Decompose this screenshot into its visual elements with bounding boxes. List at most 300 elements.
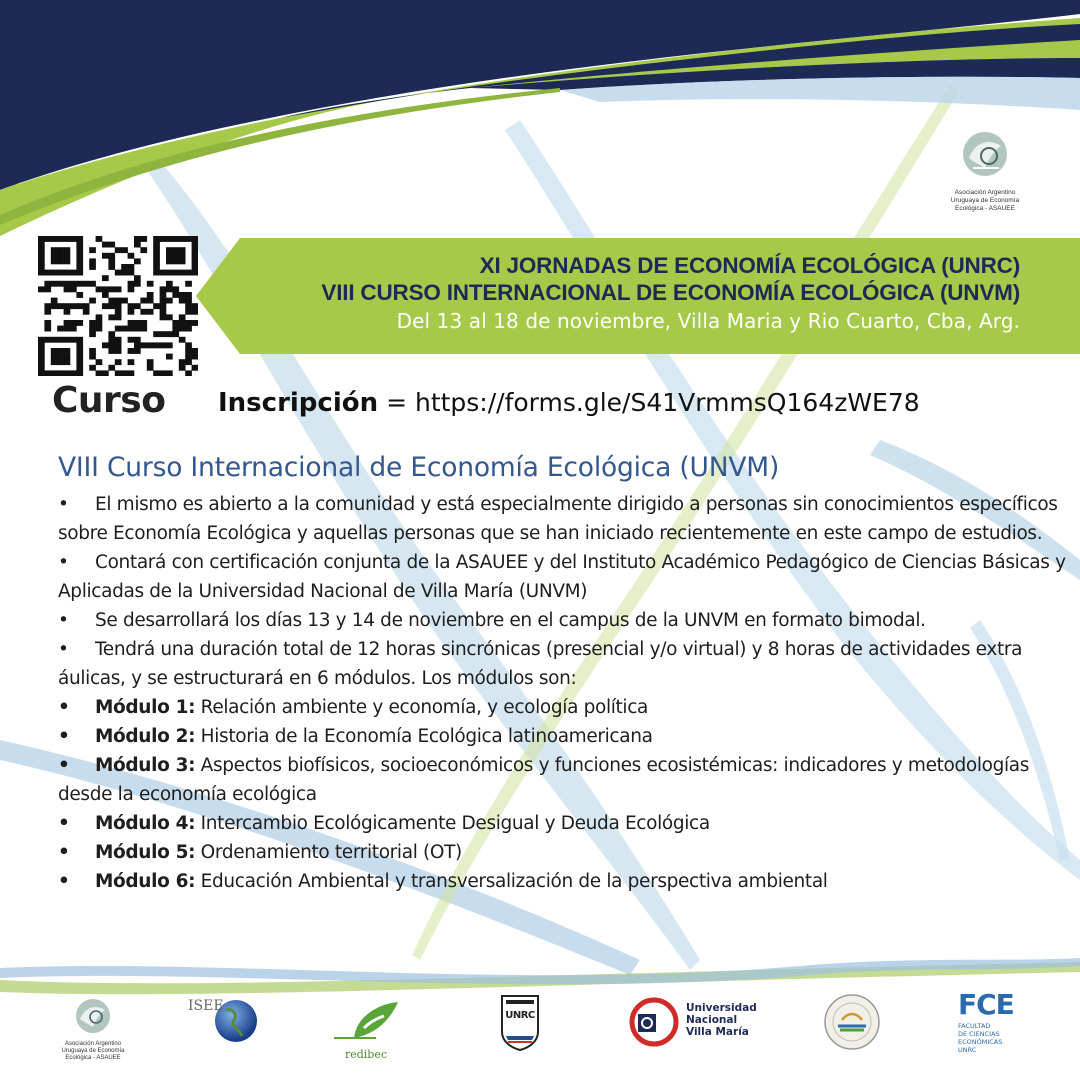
qr-module xyxy=(89,281,96,287)
qr-module xyxy=(179,365,186,371)
curso-label: Curso xyxy=(52,380,166,421)
qr-module xyxy=(134,326,141,332)
qr-module xyxy=(172,286,179,292)
qr-module xyxy=(70,370,77,376)
footer-logo-fce xyxy=(958,990,1034,1054)
qr-module xyxy=(76,253,83,259)
qr-module xyxy=(51,270,58,276)
qr-module xyxy=(51,370,58,376)
qr-module xyxy=(121,326,128,332)
qr-module xyxy=(57,337,64,343)
qr-module xyxy=(179,247,186,253)
module-label: Módulo 2: xyxy=(95,726,196,747)
unrc-shield-icon xyxy=(498,992,542,1054)
qr-module xyxy=(185,342,192,348)
qr-module xyxy=(153,264,160,270)
qr-module xyxy=(172,247,179,253)
qr-module xyxy=(64,236,71,242)
module-item xyxy=(58,809,1068,838)
qr-module xyxy=(76,247,83,253)
qr-module xyxy=(76,242,83,248)
qr-module xyxy=(51,281,58,287)
qr-module xyxy=(38,354,45,360)
qr-module xyxy=(51,258,58,264)
qr-module xyxy=(44,303,51,309)
qr-module xyxy=(160,292,167,298)
qr-module xyxy=(96,320,103,326)
module-label: Módulo 1: xyxy=(95,697,196,718)
qr-module xyxy=(185,303,192,309)
qr-module xyxy=(185,236,192,242)
module-text: Educación Ambiental y transversalización de la perspectiva ambiental xyxy=(195,871,828,892)
qr-module xyxy=(102,303,109,309)
module-label: Módulo 3: xyxy=(95,755,196,776)
module-text: Relación ambiente y economía, y ecología política xyxy=(195,697,649,718)
qr-module xyxy=(96,370,103,376)
qr-module xyxy=(166,286,173,292)
qr-module xyxy=(38,242,45,248)
qr-module xyxy=(89,258,96,264)
qr-module xyxy=(64,253,71,259)
qr-module xyxy=(140,342,147,348)
qr-module xyxy=(153,342,160,348)
bullet: • xyxy=(58,552,69,573)
fce-sub-line: DE CIENCIAS xyxy=(958,1030,1000,1038)
qr-module xyxy=(38,359,45,365)
course-subtitle: VIII Curso Internacional de Economía Ecológica (UNVM) xyxy=(58,452,780,483)
qr-module xyxy=(57,247,64,253)
qr-module xyxy=(147,309,154,315)
qr-module xyxy=(115,370,122,376)
qr-module xyxy=(76,354,83,360)
qr-module xyxy=(44,281,51,287)
qr-module xyxy=(115,359,122,365)
module-item xyxy=(58,838,1068,867)
qr-module xyxy=(108,365,115,371)
qr-module xyxy=(134,342,141,348)
institutional-seal-icon xyxy=(822,992,882,1052)
qr-module xyxy=(128,253,135,259)
bullet: • xyxy=(58,842,70,863)
fce-sub-line: ECONÓMICAS xyxy=(958,1038,1003,1046)
qr-module xyxy=(64,337,71,343)
qr-module xyxy=(172,320,179,326)
bullet: • xyxy=(58,610,69,631)
qr-module xyxy=(140,320,147,326)
qr-module xyxy=(179,253,186,259)
fce-text: FCE xyxy=(958,988,1014,1021)
qr-module xyxy=(96,359,103,365)
qr-module xyxy=(134,242,141,248)
qr-module xyxy=(57,359,64,365)
qr-module xyxy=(115,247,122,253)
qr-module xyxy=(76,359,83,365)
qr-module xyxy=(160,286,167,292)
qr-module xyxy=(115,314,122,320)
module-text: Historia de la Economía Ecológica latinoamericana xyxy=(195,726,653,747)
qr-module xyxy=(51,303,58,309)
qr-module xyxy=(179,359,186,365)
qr-module xyxy=(51,298,58,304)
qr-module xyxy=(140,326,147,332)
qr-module xyxy=(153,370,160,376)
qr-module xyxy=(192,365,198,371)
qr-module xyxy=(172,270,179,276)
qr-module xyxy=(38,253,45,259)
bullet: • xyxy=(58,494,69,515)
qr-module xyxy=(70,286,77,292)
qr-module xyxy=(51,354,58,360)
qr-module xyxy=(83,309,90,315)
qr-module xyxy=(76,236,83,242)
qr-module xyxy=(172,292,179,298)
course-description xyxy=(58,450,1068,896)
qr-module xyxy=(166,236,173,242)
module-text: Intercambio Ecológicamente Desigual y Deuda Ecológica xyxy=(195,813,710,834)
qr-module xyxy=(179,236,186,242)
qr-module xyxy=(160,370,167,376)
qr-module xyxy=(108,342,115,348)
qr-module xyxy=(38,247,45,253)
qr-module xyxy=(108,314,115,320)
qr-module xyxy=(166,281,173,287)
unvm-line2: Nacional xyxy=(686,1014,738,1026)
module-item xyxy=(58,751,1068,809)
module-text: Aspectos biofísicos, socioeconómicos y funciones ecosistémicas: indicadores y metodologías desde la economía ecológica xyxy=(58,755,1030,805)
qr-module xyxy=(89,247,96,253)
qr-module xyxy=(64,359,71,365)
isee-text: ISEE xyxy=(188,998,224,1014)
qr-module xyxy=(147,292,154,298)
qr-module xyxy=(70,326,77,332)
banner-title-curso: VIII CURSO INTERNACIONAL DE ECONOMÍA ECOLÓGICA (UNVM) xyxy=(321,280,1020,305)
qr-module xyxy=(179,337,186,343)
qr-module xyxy=(89,320,96,326)
paragraph-text: Contará con certificación conjunta de la ASAUEE y del Instituto Académico Pedagógico de Ciencias Básicas y Aplicadas de la Universidad Nacional de Villa María (UNVM) xyxy=(58,552,1066,602)
qr-module xyxy=(57,258,64,264)
asauee-emblem-icon xyxy=(73,996,113,1036)
qr-module xyxy=(147,298,154,304)
qr-module xyxy=(115,286,122,292)
qr-module xyxy=(153,247,160,253)
qr-module xyxy=(147,365,154,371)
qr-module xyxy=(64,326,71,332)
registration-separator: = xyxy=(378,388,415,417)
qr-module xyxy=(64,281,71,287)
qr-module xyxy=(115,342,122,348)
fce-sub-line: FACULTAD xyxy=(958,1022,991,1030)
qr-module xyxy=(134,236,141,242)
qr-module xyxy=(108,331,115,337)
bullet: • xyxy=(58,813,70,834)
qr-code[interactable] xyxy=(38,236,198,376)
qr-module xyxy=(83,303,90,309)
fce-sub-line: UNRC xyxy=(958,1046,977,1054)
qr-module xyxy=(160,270,167,276)
qr-module xyxy=(185,292,192,298)
qr-module xyxy=(153,253,160,259)
unvm-line3: Villa María xyxy=(686,1026,749,1038)
qr-module xyxy=(108,337,115,343)
module-text: Ordenamiento territorial (OT) xyxy=(195,842,462,863)
qr-module xyxy=(76,348,83,354)
qr-module xyxy=(166,354,173,360)
qr-module xyxy=(115,326,122,332)
qr-module xyxy=(57,236,64,242)
qr-module xyxy=(89,326,96,332)
qr-module xyxy=(140,236,147,242)
qr-module xyxy=(89,348,96,354)
banner-text xyxy=(230,252,1020,336)
qr-module xyxy=(44,337,51,343)
qr-module xyxy=(64,309,71,315)
paragraph-item xyxy=(58,606,1068,635)
qr-module xyxy=(179,320,186,326)
qr-module xyxy=(76,365,83,371)
qr-module xyxy=(185,270,192,276)
qr-module xyxy=(38,258,45,264)
qr-module xyxy=(57,253,64,259)
qr-module xyxy=(153,242,160,248)
footer-logo-unrc xyxy=(498,992,542,1054)
qr-module xyxy=(128,337,135,343)
qr-module xyxy=(76,264,83,270)
qr-module xyxy=(160,331,167,337)
unvm-name xyxy=(686,1002,757,1038)
qr-module xyxy=(179,270,186,276)
qr-module xyxy=(185,309,192,315)
unrc-text: UNRC xyxy=(505,1010,535,1021)
qr-module xyxy=(166,253,173,259)
qr-module xyxy=(70,303,77,309)
paragraph-item xyxy=(58,490,1068,548)
qr-module xyxy=(102,242,109,248)
qr-module xyxy=(134,281,141,287)
qr-module xyxy=(57,370,64,376)
footer-asauee-caption: Asociación Argentino Uruguaya de Economía Ecológica - ASAUEE xyxy=(61,1041,125,1061)
qr-module xyxy=(140,309,147,315)
qr-module xyxy=(134,275,141,281)
qr-module xyxy=(115,298,122,304)
qr-module xyxy=(102,253,109,259)
qr-module xyxy=(108,242,115,248)
module-item xyxy=(58,722,1068,751)
qr-module xyxy=(121,298,128,304)
qr-module xyxy=(134,337,141,343)
qr-module xyxy=(44,286,51,292)
qr-module xyxy=(185,354,192,360)
qr-module xyxy=(76,281,83,287)
qr-module xyxy=(102,342,109,348)
qr-module xyxy=(96,286,103,292)
qr-module xyxy=(57,326,64,332)
qr-module xyxy=(153,331,160,337)
qr-module xyxy=(44,320,51,326)
qr-module xyxy=(128,370,135,376)
leaf-icon xyxy=(326,998,406,1044)
bullet: • xyxy=(58,726,70,747)
qr-module xyxy=(76,270,83,276)
qr-module xyxy=(96,236,103,242)
qr-module xyxy=(192,354,198,360)
qr-module xyxy=(64,354,71,360)
qr-module xyxy=(70,281,77,287)
qr-module xyxy=(140,247,147,253)
qr-module xyxy=(38,370,45,376)
qr-module xyxy=(64,320,71,326)
qr-module xyxy=(147,342,154,348)
banner-title-jornadas: XI JORNADAS DE ECONOMÍA ECOLÓGICA (UNRC) xyxy=(479,253,1020,278)
asauee-logo xyxy=(940,128,1030,213)
qr-module xyxy=(172,326,179,332)
qr-module xyxy=(179,298,186,304)
qr-module xyxy=(96,326,103,332)
qr-module xyxy=(128,303,135,309)
qr-module xyxy=(121,264,128,270)
qr-module xyxy=(38,337,45,343)
module-item xyxy=(58,867,1068,896)
qr-module xyxy=(121,247,128,253)
qr-module xyxy=(108,286,115,292)
qr-module xyxy=(128,270,135,276)
qr-module xyxy=(38,365,45,371)
fce-subtitle xyxy=(958,1022,1034,1054)
qr-module xyxy=(172,331,179,337)
asauee-emblem-icon xyxy=(959,128,1011,180)
qr-module xyxy=(51,247,58,253)
inscripcion-label: Inscripción xyxy=(218,388,379,418)
qr-module xyxy=(44,236,51,242)
qr-module xyxy=(179,258,186,264)
unvm-line1: Universidad xyxy=(686,1002,757,1014)
qr-module xyxy=(166,342,173,348)
qr-module xyxy=(128,348,135,354)
qr-module xyxy=(89,354,96,360)
qr-module xyxy=(64,270,71,276)
qr-module xyxy=(102,275,109,281)
qr-module xyxy=(160,298,167,304)
qr-module xyxy=(166,270,173,276)
qr-module xyxy=(128,286,135,292)
qr-module xyxy=(76,258,83,264)
qr-module xyxy=(102,286,109,292)
qr-module xyxy=(185,281,192,287)
qr-module xyxy=(128,281,135,287)
qr-module xyxy=(185,348,192,354)
registration-line xyxy=(218,388,920,418)
redibec-text: redibec xyxy=(344,1048,388,1061)
qr-module xyxy=(38,342,45,348)
qr-module xyxy=(51,348,58,354)
unvm-emblem-icon xyxy=(628,996,680,1048)
qr-module xyxy=(102,370,109,376)
qr-module xyxy=(64,348,71,354)
qr-module xyxy=(153,303,160,309)
qr-module xyxy=(70,320,77,326)
qr-module xyxy=(76,342,83,348)
qr-module xyxy=(108,348,115,354)
bullet: • xyxy=(58,871,70,892)
qr-module xyxy=(44,370,51,376)
paragraph-item xyxy=(58,635,1068,693)
qr-module xyxy=(134,348,141,354)
module-label: Módulo 6: xyxy=(95,871,196,892)
qr-module xyxy=(147,359,154,365)
qr-module xyxy=(51,359,58,365)
qr-module xyxy=(121,370,128,376)
bullet: • xyxy=(58,755,70,776)
qr-module xyxy=(153,236,160,242)
qr-module xyxy=(115,348,122,354)
qr-module xyxy=(172,258,179,264)
qr-module xyxy=(51,236,58,242)
qr-module xyxy=(38,348,45,354)
qr-module xyxy=(160,342,167,348)
module-item xyxy=(58,693,1068,722)
qr-module xyxy=(57,281,64,287)
qr-module xyxy=(70,270,77,276)
qr-module xyxy=(179,314,186,320)
qr-module xyxy=(160,309,167,315)
qr-module xyxy=(76,320,83,326)
qr-module xyxy=(166,314,173,320)
qr-module xyxy=(64,247,71,253)
qr-module xyxy=(83,281,90,287)
qr-module xyxy=(134,320,141,326)
qr-module xyxy=(70,337,77,343)
qr-module xyxy=(134,258,141,264)
banner-dates: Del 13 al 18 de noviembre, Villa Maria y Rio Cuarto, Cba, Arg. xyxy=(396,309,1020,333)
qr-module xyxy=(172,253,179,259)
qr-module xyxy=(108,258,115,264)
qr-module xyxy=(76,303,83,309)
qr-module xyxy=(166,298,173,304)
qr-module xyxy=(185,370,192,376)
qr-module xyxy=(179,292,186,298)
paragraph-item xyxy=(58,548,1068,606)
qr-module xyxy=(153,258,160,264)
qr-module xyxy=(96,314,103,320)
footer-logo-asauee xyxy=(58,996,128,1062)
qr-module xyxy=(76,292,83,298)
qr-module xyxy=(134,303,141,309)
module-label: Módulo 5: xyxy=(95,842,196,863)
qr-module xyxy=(64,303,71,309)
qr-module xyxy=(70,236,77,242)
qr-module xyxy=(38,236,45,242)
qr-module xyxy=(64,370,71,376)
qr-module xyxy=(89,298,96,304)
qr-module xyxy=(38,264,45,270)
bullet: • xyxy=(58,639,69,660)
qr-module xyxy=(102,292,109,298)
qr-module xyxy=(89,365,96,371)
qr-module xyxy=(57,348,64,354)
qr-module xyxy=(166,370,173,376)
qr-module xyxy=(121,270,128,276)
qr-module xyxy=(89,264,96,270)
registration-url-link[interactable]: https://forms.gle/S41VrmmsQ164zWE78 xyxy=(414,388,920,417)
qr-module xyxy=(115,303,122,309)
qr-module xyxy=(128,326,135,332)
qr-module xyxy=(115,309,122,315)
qr-module xyxy=(51,253,58,259)
qr-module xyxy=(185,320,192,326)
qr-module xyxy=(185,359,192,365)
qr-module xyxy=(108,298,115,304)
qr-module xyxy=(51,337,58,343)
qr-module xyxy=(160,314,167,320)
